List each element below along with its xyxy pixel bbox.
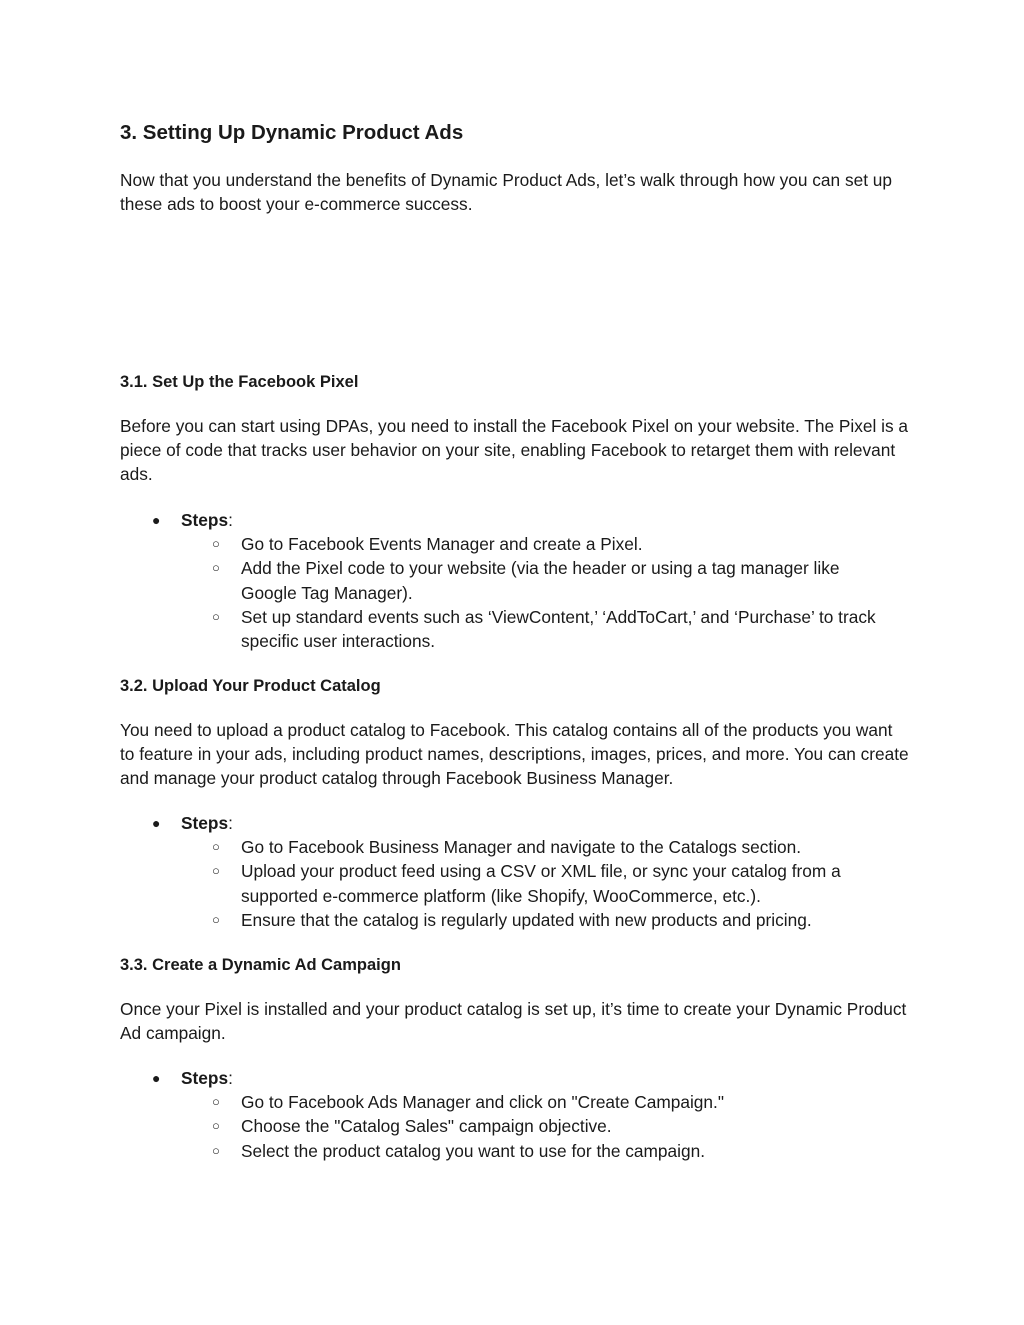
circle-bullet-icon: ○: [212, 839, 220, 855]
bullet-icon: ●: [152, 815, 161, 831]
step-text: Upload your product feed using a CSV or XML file, or sync your catalog from a supported e-commerce platform (like Shopify, WooCommerce, etc.).: [241, 861, 841, 906]
bullet-icon: ●: [152, 1070, 161, 1086]
circle-bullet-icon: ○: [212, 1094, 220, 1110]
list-item: [120, 835, 910, 932]
step-text: Go to Facebook Ads Manager and click on "Create Campaign.": [241, 1092, 724, 1113]
list-item: [120, 1066, 910, 1090]
circle-bullet-icon: ○: [212, 911, 220, 927]
step-text: Select the product catalog you want to use for the campaign.: [241, 1140, 705, 1161]
list-item: [120, 532, 881, 556]
list-item: [120, 508, 910, 532]
steps-list-pixel: [120, 508, 910, 653]
list-item: [120, 1090, 910, 1163]
circle-bullet-icon: ○: [212, 1118, 220, 1134]
list-item: [120, 605, 881, 653]
step-text: Choose the "Catalog Sales" campaign objective.: [241, 1116, 612, 1137]
steps-label: Steps: [181, 1068, 229, 1088]
circle-bullet-icon: ○: [212, 560, 220, 576]
bullet-icon: ●: [152, 512, 161, 528]
section-body-catalog: You need to upload a product catalog to Facebook. This catalog contains all of the products you want to feature in your ads, including product names, descriptions, images, prices, and more. You can create and manage your product catalog through Facebook Business Manager.: [120, 720, 909, 789]
steps-colon: :: [228, 1068, 233, 1088]
sub-steps-list: [120, 1090, 910, 1163]
steps-list-catalog: [120, 811, 910, 932]
section-body-campaign: Once your Pixel is installed and your product catalog is set up, it’s time to create your Dynamic Product Ad campaign.: [120, 999, 907, 1044]
intro-paragraph: Now that you understand the benefits of Dynamic Product Ads, let’s walk through how you can set up these ads to boost your e-commerce success.: [120, 170, 893, 215]
steps-colon: :: [228, 813, 233, 833]
list-item: [120, 835, 881, 859]
steps-label: Steps: [181, 813, 229, 833]
circle-bullet-icon: ○: [212, 863, 220, 879]
steps-list-campaign: [120, 1066, 910, 1163]
sub-steps-list: [120, 532, 910, 653]
circle-bullet-icon: ○: [212, 608, 220, 624]
step-text: Set up standard events such as ‘ViewContent,’ ‘AddToCart,’ and ‘Purchase’ to track specific user interactions.: [241, 606, 876, 652]
step-text: Add the Pixel code to your website (via the header or using a tag manager like Google Tag Manager).: [241, 558, 840, 603]
step-text: Ensure that the catalog is regularly updated with new products and pricing.: [241, 909, 812, 930]
steps-colon: :: [228, 510, 233, 530]
circle-bullet-icon: ○: [212, 1142, 220, 1158]
step-text: Go to Facebook Events Manager and create a Pixel.: [241, 534, 643, 555]
steps-label: Steps: [181, 510, 229, 530]
section-heading-catalog: 3.2. Upload Your Product Catalog: [120, 677, 381, 695]
section-heading-campaign: 3.3. Create a Dynamic Ad Campaign: [120, 956, 401, 974]
section-body-pixel: Before you can start using DPAs, you need to install the Facebook Pixel on your website. The Pixel is a piece of code that tracks user behavior on your site, enabling Facebook to retarget them with relevant ads.: [120, 416, 909, 485]
list-item: [120, 556, 881, 604]
list-item: [120, 1090, 881, 1114]
circle-bullet-icon: ○: [212, 536, 220, 552]
list-item: [120, 532, 910, 653]
list-item: [120, 811, 910, 835]
section-heading-pixel: 3.1. Set Up the Facebook Pixel: [120, 373, 359, 391]
step-text: Go to Facebook Business Manager and navigate to the Catalogs section.: [241, 837, 802, 858]
sub-steps-list: [120, 835, 910, 932]
list-item: [120, 908, 881, 932]
list-item: [120, 859, 881, 907]
list-item: [120, 1139, 881, 1163]
page-title: 3. Setting Up Dynamic Product Ads: [120, 121, 464, 144]
list-item: [120, 1114, 881, 1138]
